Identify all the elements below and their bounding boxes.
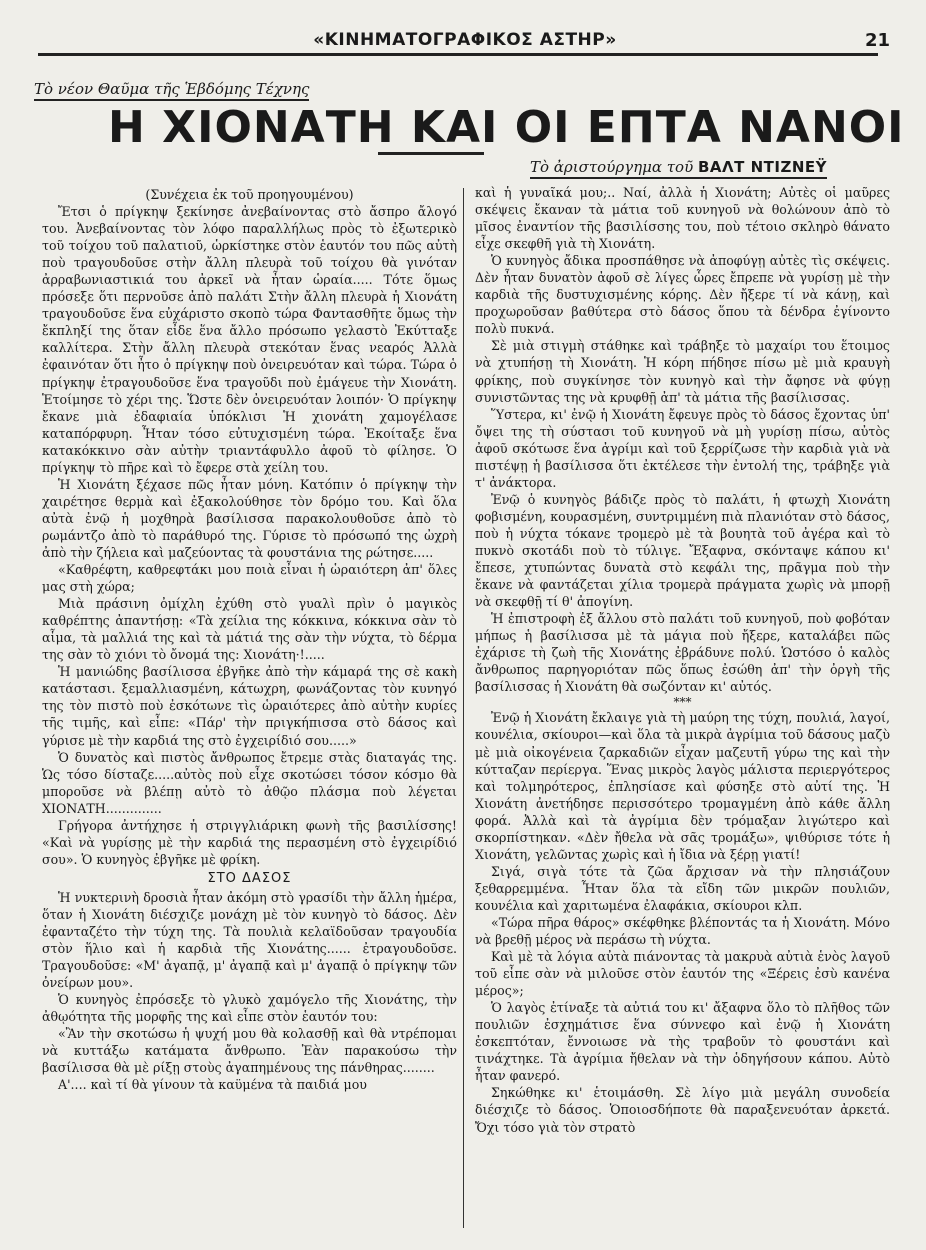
paragraph: «Ἂν τὴν σκοτώσω ἡ ψυχή μου θὰ κολασθῇ καὶ θὰ ντρέπομαι νὰ κυττάξω κατάματα ἄνθρωπο. Ἐὰν παρακούσω τὴν βασίλισσα θὰ μὲ ρίξῃ στοὺς ἀγαπημένους της πάνθηρας........: [42, 1026, 457, 1076]
continued-note: (Συνέχεια ἐκ τοῦ προηγουμένου): [145, 187, 354, 202]
section-separator: ***: [673, 695, 692, 710]
paragraph: Ἐνῷ ἡ Χιονάτη ἔκλαιγε γιὰ τὴ μαύρη της τύχη, πουλιά, λαγοί, κουνέλια, σκίουροι—καὶ ὅλα τὰ μικρὰ ἀγρίμια τοῦ δάσους μαζὺ μὲ μιὰ οἰκογένεια ζαρκαδιῶν εἶχαν μαζευτῆ γύρω της καὶ τὴν κύτταζαν περίεργα. Ἕνας μικρὸς λαγὸς μάλιστα περιεργότερος καὶ τολμηρότερος, ἐπλησίασε καὶ φύσηξε στὸ αὐτί της. Ἡ Χιονάτη ἀνετήδησε περισσότερο τρομαγμένη ἀπὸ κάθε ἄλλη φορά. Ἀλλὰ καὶ τὰ ἀγρίμια δὲν τρόμαξαν λιγώτερο καὶ σκορπίστηκαν. «Δὲν ἤθελα νὰ σᾶς τρομάξω», ψιθύρισε τότε ἡ Χιονάτη, γελῶντας χωρὶς καὶ ἡ ἴδια νὰ ξέρῃ γιατί!: [475, 710, 890, 862]
paragraph: Ὁ δυνατὸς καὶ πιστὸς ἄνθρωπος ἔτρεμε στὰς διαταγάς της. Ὡς τόσο δίσταζε.....αὐτὸς ποὺ εἶχε σκοτώσει τόσον κόσμο θὰ μποροῦσε νὰ βλέπῃ αὐτὸ τὸ ἀθῷο πλάσμα ποὺ λέγεται ΧΙΟΝΑΤΗ..............: [42, 749, 457, 816]
magazine-title: «ΚΙΝΗΜΑΤΟΓΡΑΦΙΚΟΣ ΑΣΤΗΡ»: [313, 30, 617, 50]
paragraph: Ἡ Χιονάτη ξέχασε πῶς ἦταν μόνη. Κατόπιν ὁ πρίγκηψ τὴν χαιρέτησε θερμὰ καὶ ἐξακολούθησε τὸν δρόμο του. Καὶ ὅλα αὐτὰ ἐνῷ ἡ μοχθηρὰ βασίλισσα παρακολουθοῦσε ἀπὸ τὸ ρωμάντζο ἀπὸ τὸ παράθυρό της. Γύρισε τὸ πρόσωπό της ὠχρὴ ἀπὸ τὴν ζήλεια καὶ μαζεύοντας τὰ φουστάνια της ρώτησε.....: [42, 476, 457, 560]
section-heading: ΣΤΟ ΔΑΣΟΣ: [207, 870, 292, 886]
paragraph: Ἡ μανιώδης βασίλισσα ἐβγῆκε ἀπὸ τὴν κάμαρά της σὲ κακὴ κατάστασι. ξεμαλλιασμένη, κάτωχρη, φωνάζοντας τὸν κυνηγό της τὸν πιστὸ ποὺ ἐσκότωνε τὶς ὡραιότερες ἀπὸ αὐτὴν κυρίες τῆς τιμῆς, καὶ εἶπε: «Πάρ' τὴν πριγκήπισσα στὸ δάσος καὶ γύρισε μὲ τὴν καρδιά της στὸ ἐγχειρίδιό σου.....»: [42, 664, 457, 748]
paragraph: Ὁ λαγὸς ἐτίναξε τὰ αὐτιά του κι' ἄξαφνα ὅλο τὸ πλῆθος τῶν πουλιῶν ἐσχημάτισε ἕνα σύννεφο καὶ ἐνῷ ἡ Χιονάτη ἐσκεπτόταν, ἔννοιωσε νὰ τὴς τραβοῦν τὸ φουστάνι καὶ τινάχτηκε. Τὰ ἀγρίμια ἤθελαν νὰ τὴν ὁδηγήσουν κάπου. Αὐτὸ ἦταν φανερό.: [475, 1000, 890, 1084]
page-number: 21: [864, 30, 890, 51]
paragraph: Α'.... καὶ τί θὰ γίνουν τὰ καϋμένα τὰ παιδιά μου: [58, 1077, 367, 1093]
paragraph: Σιγά, σιγὰ τότε τὰ ζῶα ἄρχισαν νὰ τὴν πλησιάζουν ξεθαρρεμμένα. Ἦταν ὅλα τὰ εἴδη τῶν μικρῶν πουλιῶν, κουνέλια καὶ χαριτωμένα ἐλαφάκια, σκίουροι κλπ.: [475, 863, 890, 913]
paragraph: Σὲ μιὰ στιγμὴ στάθηκε καὶ τράβηξε τὸ μαχαίρι του ἕτοιμος νὰ χτυπήσῃ τὴ Χιονάτη. Ἡ κόρη πήδησε πίσω μὲ μιὰ κραυγὴ φρίκης, ποὺ συγκίνησε τὸν κυνηγὸ καὶ τὴν ἄφησε νὰ φύγῃ συνιστῶντας της νὰ κρυφθῇ ἀπ' τὰ μάτια τῆς βασίλισσας.: [475, 338, 890, 405]
byline-author: ΒΑΛΤ ΝΤΙΖΝΕΫ: [697, 158, 827, 176]
right-column: [475, 184, 890, 1136]
header-rule: [38, 53, 878, 56]
headline-rule: [378, 152, 484, 155]
paragraph: καὶ ἡ γυναῖκά μου;.. Ναί, ἀλλὰ ἡ Χιονάτη; Αὐτὲς οἱ μαῦρες σκέψεις ἔκαναν τὰ μάτια τοῦ κυνηγοῦ νὰ θολώνουν ἀπὸ τὸ μῖσος ἐναντίον τῆς βασιλίσσης του, ποὺ τέτοιο σκληρὸ θάνατο εἶχε σκεφθῆ γιὰ τὴ Χιονάτη.: [475, 185, 890, 252]
paragraph: Ὁ κυνηγὸς ἄδικα προσπάθησε νὰ ἀποφύγῃ αὐτὲς τὶς σκέψεις. Δὲν ἦταν δυνατὸν ἀφοῦ σὲ λίγες ὧρες ἔπρεπε νὰ γυρίσῃ μὲ τὴν καρδιὰ τῆς δυστυχισμένης κόρης. Δὲν ἤξερε τί νὰ κάνῃ, καὶ προχωροῦσαν βαθύτερα στὸ δάσος ὅπου τὰ δένδρα ἐγίνοντο πολὺ πυκνά.: [475, 253, 890, 337]
byline-prefix: Τὸ ἀριστούργημα τοῦ: [530, 158, 694, 176]
article-byline: [530, 158, 827, 179]
paragraph: Ἡ νυκτερινὴ δροσιὰ ἦταν ἀκόμη στὸ γρασίδι τὴν ἄλλη ἡμέρα, ὅταν ἡ Χιονάτη διέσχιζε μονάχη μὲ τὸν κυνηγὸ τὸ δάσος. Δὲν ἐφανταζέτο τὴν τύχη της. Τὰ πουλιὰ κελαϊδοῦσαν τραγουδία στὸν ἥλιο καὶ ἡ καρδιὰ τῆς Χιονάτης...... ἐτραγουδοῦσε. Τραγουδοῦσε: «Μ' ἀγαπᾷ, μ' ἀγαπᾷ καὶ μ' ἀγαπᾷ ὁ πρίγκηψ τῶν ὀνείρων μου».: [42, 889, 457, 991]
column-divider: [463, 188, 464, 1228]
paragraph: Ἡ ἐπιστροφὴ ἐξ ἄλλου στὸ παλάτι τοῦ κυνηγοῦ, ποὺ φοβόταν μήπως ἡ βασίλισσα μὲ τὰ μάγια ποὺ ἤξερε, καταλάβει πῶς ἐχάρισε τὴ ζωὴ τῆς Χιονάτης ἐβράδυνε πολύ. Ὡστόσο ὁ καλὸς ἄνθρωπος παρηγοριόταν πῶς ὅπως ἐσώθη ἀπ' τὴν ὀργὴ τῆς βασίλισσας ἡ Χιονάτη θὰ σωζόνταν κι' αὐτός.: [475, 611, 890, 695]
paragraph: Σηκώθηκε κι' ἑτοιμάσθη. Σὲ λίγο μιὰ μεγάλη συνοδεία διέσχιζε τὸ δάσος. Ὁποιοσδήποτε θὰ παραξενευόταν ἀρκετά. Ὄχι τόσο γιὰ τὸν στρατὸ: [475, 1085, 890, 1135]
paragraph: Καὶ μὲ τὰ λόγια αὐτὰ πιάνοντας τὰ μακρυὰ αὐτιὰ ἑνὸς λαγοῦ τοῦ εἶπε σὰν νὰ μιλοῦσε στὸν ἑαυτόν της «Ξέρεις ἐσὺ κανένα μέρος»;: [475, 949, 890, 999]
paragraph: Ἐνῷ ὁ κυνηγὸς βάδιζε πρὸς τὸ παλάτι, ἡ φτωχὴ Χιονάτη φοβισμένη, κουρασμένη, συντριμμένη πιὰ πλανιόταν στὸ δάσος, ποὺ ἡ νύχτα τόκανε τρομερὸ μὲ τὰ βουητὰ τοῦ ἀγέρα καὶ τὸ πυκνὸ σκοτάδι ποὺ τὸ τύλιγε. Ἔξαφνα, σκόνταψε κάπου κι' ἔπεσε, χτυπώντας δυνατὰ στὸ κεφάλι της, πρᾶγμα ποὺ τὴν ἔκανε νὰ φαντάζεται χίλια τρομερὰ πράγματα χωρὶς νὰ μπορῇ νὰ σκεφθῇ τί θ' ἀπογίνη.: [475, 491, 890, 610]
paragraph: Ἔτσι ὁ πρίγκηψ ξεκίνησε ἀνεβαίνοντας στὸ ἄσπρο ἄλογό του. Ἀνεβαίνοντας τὸν λόφο παραλλήλως πρὸς τὸ ἐξωτερικὸ τοῦ τοίχου τοῦ παλατιοῦ, ὡρκίστηκε στὸν ἑαυτόν του πῶς αὐτὴ ποὺ τραγουδοῦσε στὴν ἄλλη πλευρὰ τοῦ τοίχου θὰ γινόταν ἀρραβωνιαστικιά του ἀρκεῖ νὰ ἦταν ὡραία..... Τότε ὅμως πρόσεξε ὅτι περνοῦσε ἀπὸ παλάτι Στὴν ἄλλη πλευρὰ ἡ Χιονάτη τραγουδοῦσε ἕνα εὐχάριστο σκοπὸ τώρα Φαντασθῆτε ὅμως τὴν ἔκπληξί της ὅταν εἶδε ἕνα ἄλλο πρόσωπο γελαστὸ Ἐκύτταξε καλλίτερα. Στὴν ἄλλη πλευρὰ στεκόταν ἕνας νεαρός Ἀλλὰ ἐφαινόταν ὅτι ἦτο ὁ πρίγκηψ ποὺ ὀνειρευόταν καὶ τώρα. Τώρα ὁ πρίγκηψ ἐτραγουδοῦσε ἕνα τραγοῦδι ποὺ ἐμάγευε τὴν Χιονάτη. Ἑτοίμησε τὸ χέρι της. Ὥστε δὲν ὀνειρευόταν λοιπόν· Ὁ πρίγκηψ ἔκανε μιὰ ἐδαφιαία ὑπόκλισι Ἡ χιονάτη χαμογέλασε καταπόρφυρη. Ἦταν τόσο εὐτυχισμένη τώρα. Ἐκοίταξε ἕνα κατακόκκινο σὰν αὐτὴν τριαντάφυλλο ἀφοῦ τὸ φίλησε. Ὁ πρίγκηψ τὸ πῆρε καὶ τὸ ἔφερε στὰ χείλη του.: [42, 204, 457, 475]
paragraph: Ὕστερα, κι' ἐνῷ ἡ Χιονάτη ἔφευγε πρὸς τὸ δάσος ἔχοντας ὑπ' ὄψει της τὴ σύστασι τοῦ κυνηγοῦ νὰ μὴ γυρίσῃ πίσω, αὐτὸς ἀφοῦ σκότωσε ἕνα ἀγρίμι καὶ τοῦ ξερρίζωσε τὴν καρδιὰ γιὰ νὰ πιστέψῃ ἡ βασίλισσα ὅτι ἐκτέλεσε τὴν ἐντολή της, τράβηξε γιὰ τ' ἀνάκτορα.: [475, 406, 890, 490]
paragraph: Γρήγορα ἀντήχησε ἡ στριγγλιάρικη φωνὴ τῆς βασιλίσσης! «Καὶ νὰ γυρίσῃς μὲ τὴν καρδιά της περασμένη στὸ ἐγχειρίδιό σου». Ὁ κυνηγὸς ἐβγῆκε μὲ φρίκη.: [42, 817, 457, 867]
left-column: [42, 186, 457, 1093]
article-headline: Η ΧΙΟΝΑΤΗ ΚΑΙ ΟΙ ΕΠΤΑ ΝΑΝΟΙ: [108, 102, 905, 153]
article-kicker: Τὸ νέον Θαῦμα τῆς Ἑβδόμης Τέχνης: [34, 80, 309, 101]
paragraph: Ὁ κυνηγὸς ἐπρόσεξε τὸ γλυκὸ χαμόγελο τῆς Χιονάτης, τὴν ἀθῳότητα τῆς μορφῆς της καὶ εἶπε στὸν ἑαυτόν του:: [42, 992, 457, 1025]
paragraph: Μιὰ πράσινη ὀμίχλη ἐχύθη στὸ γυαλὶ πρὶν ὁ μαγικὸς καθρέπτης ἀπαντήσῃ: «Τὰ χείλια της κόκκινα, κόκκινα σὰν τὸ αἷμα, τὰ μαλλιά της καὶ τὰ μάτιά της σὰν τὴν νύχτα, τὸ δέρμα της σὰν τὸ χιόνι τὸ ὄνομά της: Χιονάτη·!.....: [42, 596, 457, 663]
paragraph: «Τώρα πῆρα θάρος» σκέφθηκε βλέποντάς τα ἡ Χιονάτη. Μόνο νὰ βρεθῇ μέρος νὰ περάσω τὴ νύχτα.: [475, 914, 890, 948]
paragraph: «Καθρέφτη, καθρεφτάκι μου ποιὰ εἶναι ἡ ὡραιότερη ἀπ' ὅλες μας στὴ χώρα;: [42, 562, 457, 595]
